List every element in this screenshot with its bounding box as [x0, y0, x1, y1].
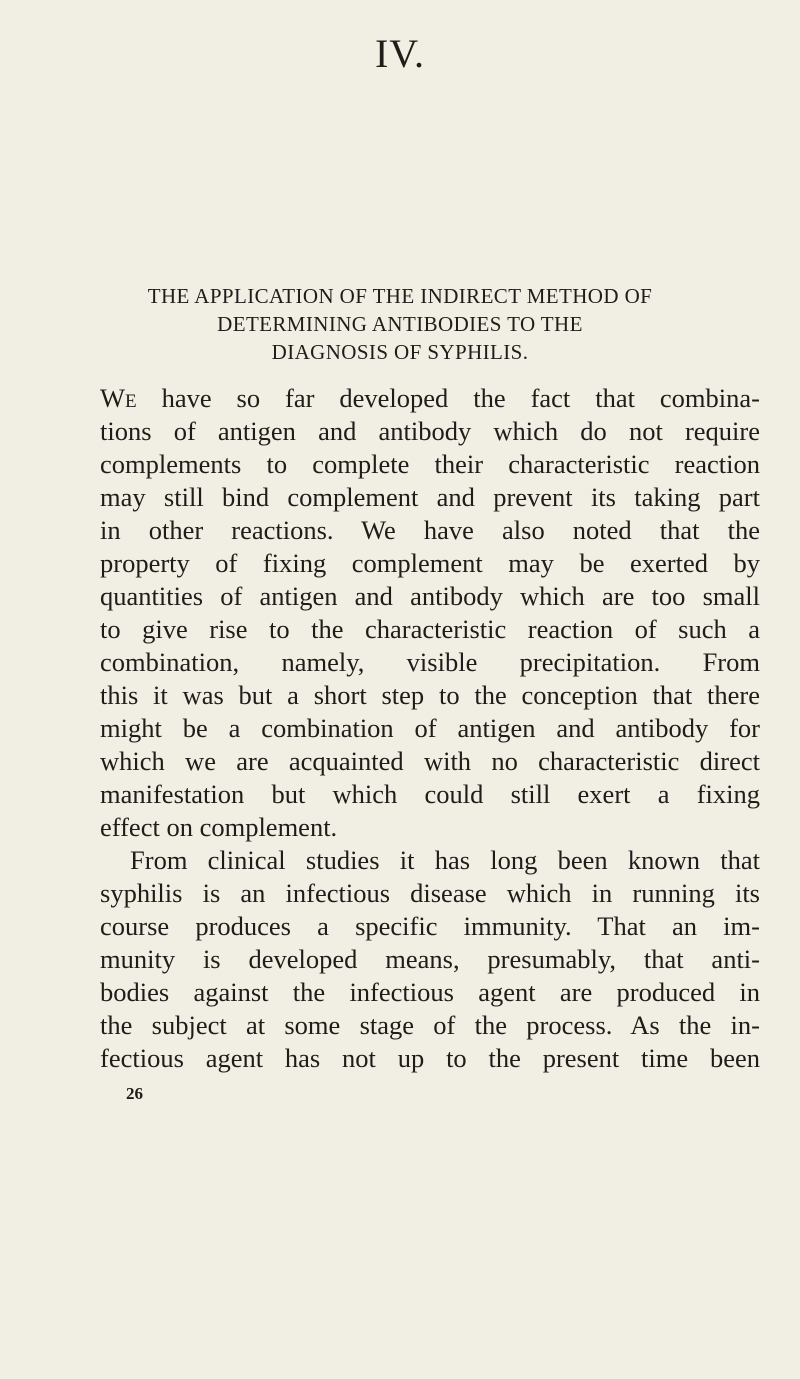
paragraph-2-line: From clinical studies it has long been known that	[130, 845, 760, 875]
paragraph-1-line: effect on complement.	[100, 812, 338, 842]
paragraph-1-line: may still bind complement and prevent its taking part	[100, 482, 760, 512]
paragraph-1-line: property of fixing complement may be exerted by	[100, 548, 760, 578]
chapter-title-line-1: THE APPLICATION OF THE INDIRECT METHOD OF	[147, 284, 653, 308]
paragraph-1-line: might be a combination of antigen and antibody for	[100, 713, 760, 743]
paragraph-1-line: combination, namely, visible precipitation. From	[100, 647, 760, 677]
first-line-rest: have so far developed the fact that combina-	[136, 383, 760, 413]
page-number: 26	[126, 1084, 143, 1103]
paragraph-1-line: to give rise to the characteristic reaction of such a	[100, 614, 760, 644]
paragraph-2-line: fectious agent has not up to the present time been	[100, 1043, 760, 1073]
first-word: We	[100, 383, 137, 413]
paragraph-2-line: course produces a specific immunity. That an im-	[100, 911, 760, 941]
paragraph-1-line: complements to complete their characteristic reaction	[100, 449, 760, 479]
paragraph-1-line: this it was but a short step to the conception that there	[100, 680, 760, 710]
paragraph-1-line: tions of antigen and antibody which do not require	[100, 416, 760, 446]
paragraph-2-line: syphilis is an infectious disease which in running its	[100, 878, 760, 908]
paragraph-1-line: manifestation but which could still exert a fixing	[100, 779, 760, 809]
chapter-title-line-2: DETERMINING ANTIBODIES TO THE	[217, 312, 583, 336]
paragraph-2-line: the subject at some stage of the process. As the in-	[100, 1010, 760, 1040]
paragraph-2-line: munity is developed means, presumably, that anti-	[100, 944, 760, 974]
paragraph-2-line: bodies against the infectious agent are produced in	[100, 977, 760, 1007]
paragraph-1-line-1	[100, 385, 760, 412]
chapter-title-line-3: DIAGNOSIS OF SYPHILIS.	[271, 340, 529, 364]
paragraph-1-line: quantities of antigen and antibody which are too small	[100, 581, 760, 611]
chapter-number: IV.	[374, 31, 426, 76]
paragraph-1-line: which we are acquainted with no characteristic direct	[100, 746, 760, 776]
paragraph-1-line: in other reactions. We have also noted that the	[100, 515, 760, 545]
